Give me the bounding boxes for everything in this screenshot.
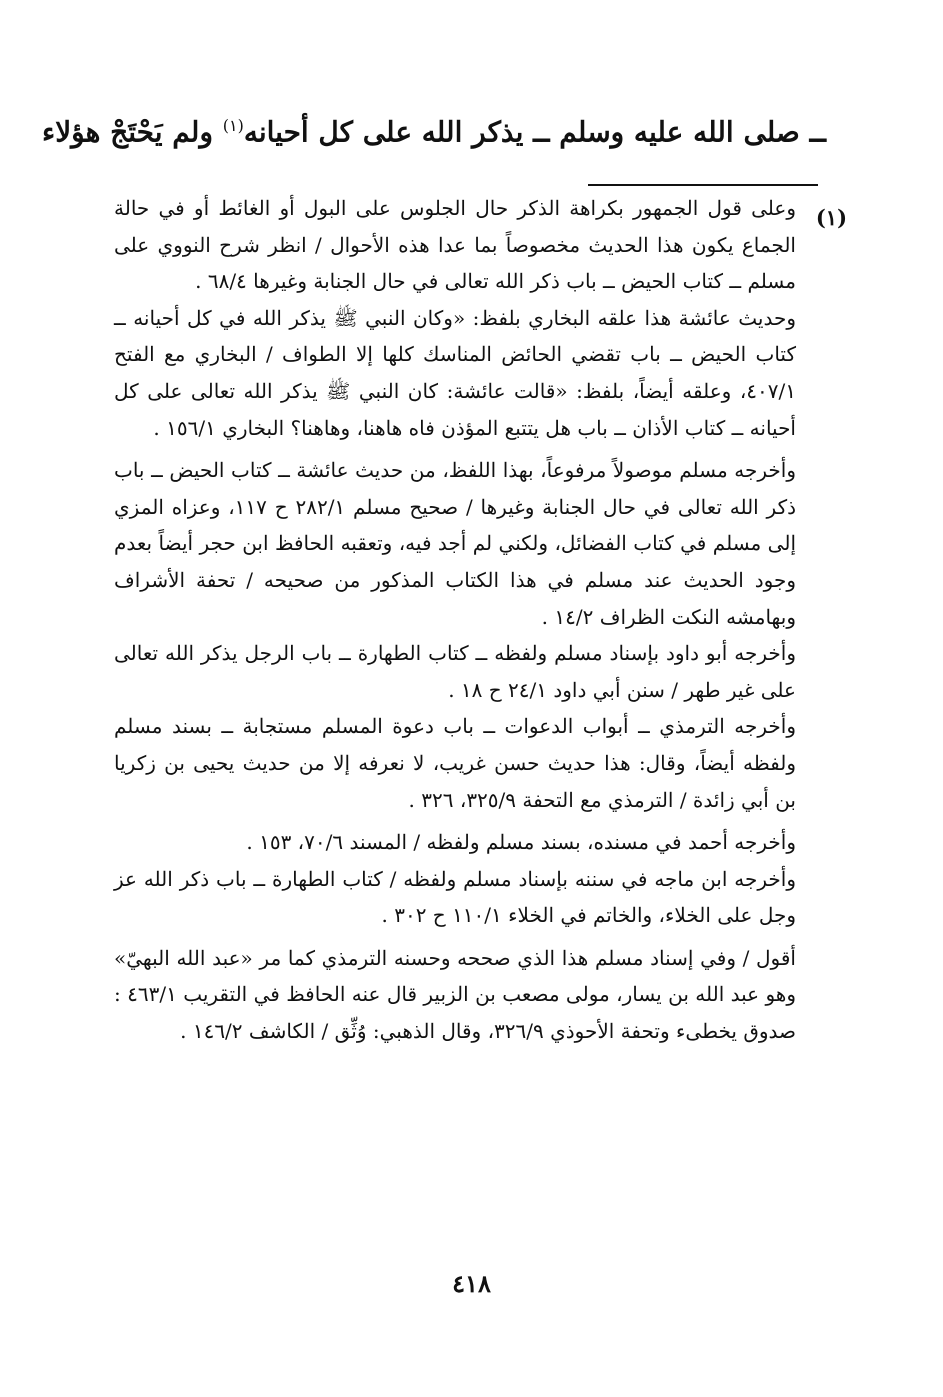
footnote-paragraph: وعلى قول الجمهور بكراهة الذكر حال الجلوس على البول أو الغائط أو في حالة الجماع يكون هذا الحديث مخصوصاً بما عدا هذه الأحوال / انظر شرح النووي على مسلم ــ كتاب الحيض ــ باب ذكر الله تعالى في حال الجنابة وغيرها ٦٨/٤ . [114, 196, 796, 294]
footnote-paragraph: وأخرجه الترمذي ــ أبواب الدعوات ــ باب دعوة المسلم مستجابة ــ بسند مسلم ولفظه أيضاً، وقال: هذا حديث حسن غريب، لا نعرفه إلا من حديث يحيى بن زكريا بن أبي زائدة / الترمذي مع التحفة ٣٢٥/٩، ٣٢٦ . [114, 714, 796, 812]
main-text-line [42, 104, 826, 154]
footnote-paragraph: وأخرجه أحمد في مسنده، بسند مسلم ولفظه / المسند ٧٠/٦، ١٥٣ . [246, 830, 796, 855]
footnote-paragraph: وحديث عائشة هذا علقه البخاري بلفظ: «وكان النبي ﷺ يذكر الله في كل أحيانه ــ كتاب الحيض ــ باب تقضي الحائض المناسك كلها إلا الطواف / البخاري مع الفتح ٤٠٧/١، وعلقه أيضاً، بلفظ: «قالت عائشة: كان النبي ﷺ يذكر الله تعالى على كل أحيانه ــ كتاب الأذان ــ باب هل يتتبع المؤذن فاه هاهنا، وهاهنا؟ البخاري ١٥٦/١ . [114, 305, 796, 440]
footnote-reference: (١) [222, 116, 244, 135]
footnote-marker: (١) [815, 205, 847, 230]
main-text-before: ــ صلى الله عليه وسلم ــ يذكر الله على كل أحيانه [243, 115, 826, 149]
footnote-separator [588, 184, 818, 186]
main-text-after: ولم يَحْتَجْ هؤلاء [42, 115, 223, 149]
footnotes [114, 190, 830, 1050]
footnote-paragraph: وأخرجه أبو داود بإسناد مسلم ولفظه ــ كتاب الطهارة ــ باب الرجل يذكر الله تعالى على غير طهر / سنن أبي داود ٢٤/١ ح ١٨ . [114, 641, 796, 702]
footnote-paragraph: أقول / وفي إسناد مسلم هذا الذي صححه وحسنه الترمذي كما مر «عبد الله البهيّ» وهو عبد الله بن يسار، مولى مصعب بن الزبير قال عنه الحافظ في التقريب ٤٦٣/١ : صدوق يخطىء وتحفة الأحوذي ٣٢٦/٩، وقال الذهبي: وُثِّق / الكاشف ١٤٦/٢ . [114, 945, 796, 1044]
page-number: ٤١٨ [452, 1269, 491, 1298]
footnote-paragraph: وأخرجه مسلم موصولاً مرفوعاً، بهذا اللفظ، من حديث عائشة ــ كتاب الحيض ــ باب ذكر الله تعالى في حال الجنابة وغيرها / صحيح مسلم ٢٨٢/١ ح ١١٧، وعزاه المزي إلى مسلم في كتاب الفضائل، ولكني لم أجد فيه، وتعقبه الحافظ ابن حجر أيضاً بعدم وجود الحديث عند مسلم في هذا الكتاب المذكور من صحيحه / تحفة الأشراف وبهامشه النكت الظراف ١٤/٢ . [114, 458, 797, 629]
footnote-paragraph: وأخرجه ابن ماجه في سننه بإسناد مسلم ولفظه / كتاب الطهارة ــ باب ذكر الله عز وجل على الخلاء، والخاتم في الخلاء ١١٠/١ ح ٣٠٢ . [114, 866, 796, 928]
